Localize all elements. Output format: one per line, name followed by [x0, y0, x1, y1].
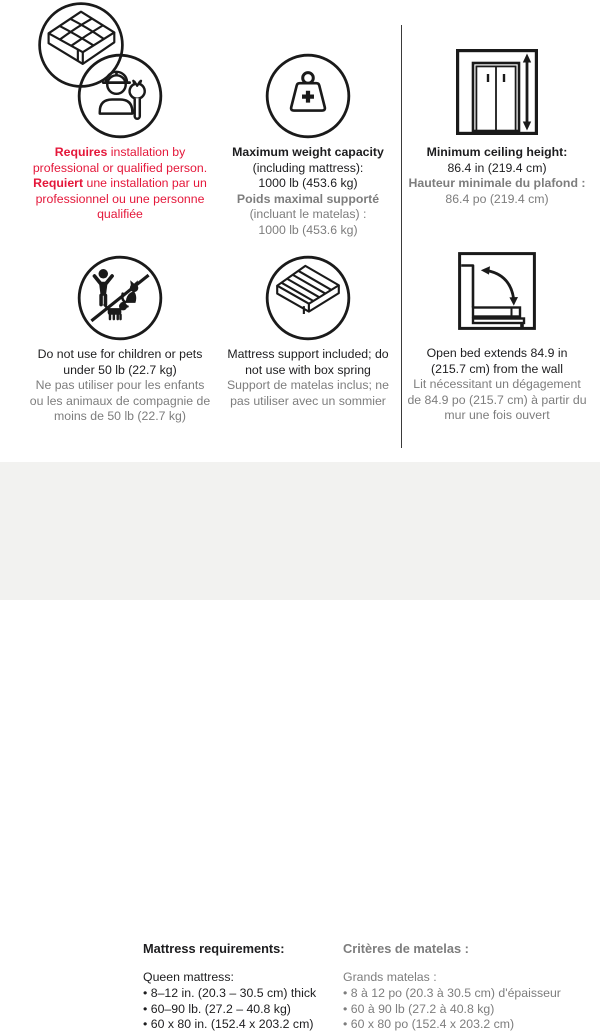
max-weight-note: Maximum weight capacity (including mattress): 1000 lb (453.6 kg) Poids maximal supporté (incluant le matelas) : 1000 lb (453.6 kg): [232, 145, 384, 237]
panel-max-weight: [214, 52, 402, 238]
mattress-requirements-en: [143, 941, 316, 1032]
mattress-requirements-section: [0, 462, 600, 1031]
spec-item: • 60 x 80 in. (152.4 x 203.2 cm): [143, 1017, 316, 1032]
spec-item: • 8 à 12 po (20.3 à 30.5 cm) d'épaisseur: [343, 986, 561, 1001]
spec-item: • 8–12 in. (20.3 – 30.5 cm) thick: [143, 986, 316, 1001]
mattress-specs-en: [143, 986, 316, 1032]
weight-plus-icon: [264, 52, 352, 140]
open-bed-note: Open bed extends 84.9 in (215.7 cm) from the wall Lit nécessitant un dégagement de 84.9 po (215.7 cm) à partir du mur une fois ouvert: [407, 346, 587, 422]
open-wall-bed-icon: [458, 252, 536, 330]
slatted-base-icon: [264, 254, 352, 342]
grands-matelas-label: Grands matelas :: [343, 970, 437, 985]
spec-item: • 60–90 lb. (27.2 – 40.8 kg): [143, 1002, 316, 1017]
mattress-support-note: Mattress support included; do not use with box spring Support de matelas inclus; ne pas utiliser avec un sommier: [226, 347, 389, 408]
ceiling-height-note: Minimum ceiling height: 86.4 in (219.4 cm) Hauteur minimale du plafond : 86.4 po (219.4 cm): [408, 145, 586, 206]
mattress-requirements-title-fr: Critères de matelas :: [343, 941, 469, 956]
panel-ceiling-height: [402, 49, 592, 207]
mattress-specs-fr: [343, 986, 561, 1032]
no-children-pets-note: Do not use for children or pets under 50 lb (22.7 kg) Ne pas utiliser pour les enfants ou les animaux de compagnie de moins de 50 lb (22.7 kg): [29, 347, 211, 423]
mattress-requirements-title: Mattress requirements:: [143, 941, 285, 956]
tufted-mattress-icon: [36, 0, 126, 90]
spec-item: • 60 x 80 po (152.4 x 203.2 cm): [343, 1017, 561, 1032]
mattress-requirements-fr: [343, 941, 561, 1032]
installation-note: Requires installation by professional or qualified person. Requiert une installation par un professionnel ou une personne qualifiée: [32, 145, 208, 221]
panel-no-children-pets: [16, 254, 224, 425]
spec-item: • 60 à 90 lb (27.2 à 40.8 kg): [343, 1002, 561, 1017]
queen-mattress-label: Queen mattress:: [143, 970, 234, 985]
panel-mattress-support: [214, 254, 402, 409]
panel-open-bed: [402, 252, 592, 424]
wardrobe-height-arrow-icon: [456, 49, 538, 135]
no-children-pets-icon: [76, 254, 164, 342]
